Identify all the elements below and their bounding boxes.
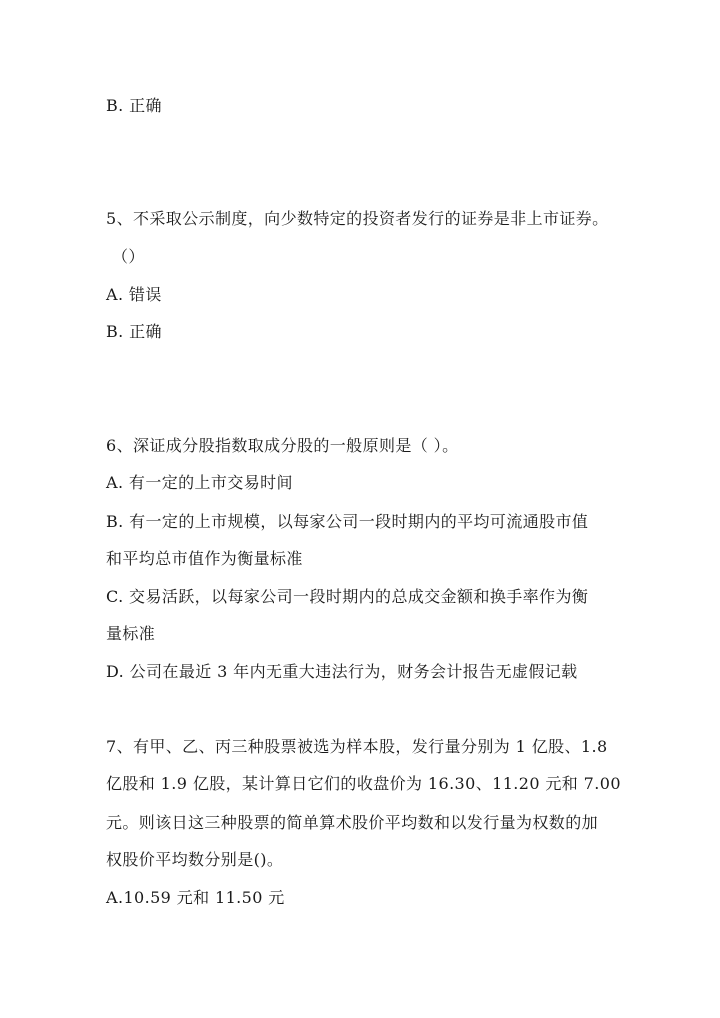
q5-option-a: A. 错误 bbox=[106, 285, 162, 304]
q6-option-b-cont: 和平均总市值作为衡量标准 bbox=[106, 549, 303, 568]
q6-question: 6、深证成分股指数取成分股的一般原则是（ ）。 bbox=[106, 436, 459, 455]
q6-option-a: A. 有一定的上市交易时间 bbox=[106, 473, 293, 492]
q7-question-cont-2: 元。则该日这三种股票的简单算术股价平均数和以发行量为权数的加 bbox=[106, 813, 599, 832]
q7-question: 7、有甲、乙、丙三种股票被选为样本股，发行量分别为 1 亿股、1.8 bbox=[106, 737, 608, 756]
q5-option-b: B. 正确 bbox=[106, 322, 162, 341]
q6-option-d: D. 公司在最近 3 年内无重大违法行为，财务会计报告无虚假记载 bbox=[106, 662, 578, 681]
q5-question-bracket: （） bbox=[112, 247, 145, 266]
q6-option-b: B. 有一定的上市规模，以每家公司一段时期内的平均可流通股市值 bbox=[106, 512, 589, 531]
q7-question-cont-3: 权股价平均数分别是()。 bbox=[106, 850, 284, 869]
q6-option-c-cont: 量标准 bbox=[106, 624, 156, 643]
q4-option-b: B. 正确 bbox=[106, 96, 162, 115]
q7-question-cont-1: 亿股和 1.9 亿股，某计算日它们的收盘价为 16.30、11.20 元和 7.00 bbox=[106, 774, 621, 793]
q5-question: 5、不采取公示制度，向少数特定的投资者发行的证券是非上市证券。 bbox=[106, 209, 609, 228]
q7-option-a: A.10.59 元和 11.50 元 bbox=[106, 888, 285, 907]
q6-option-c: C. 交易活跃，以每家公司一段时期内的总成交金额和换手率作为衡 bbox=[106, 587, 589, 606]
